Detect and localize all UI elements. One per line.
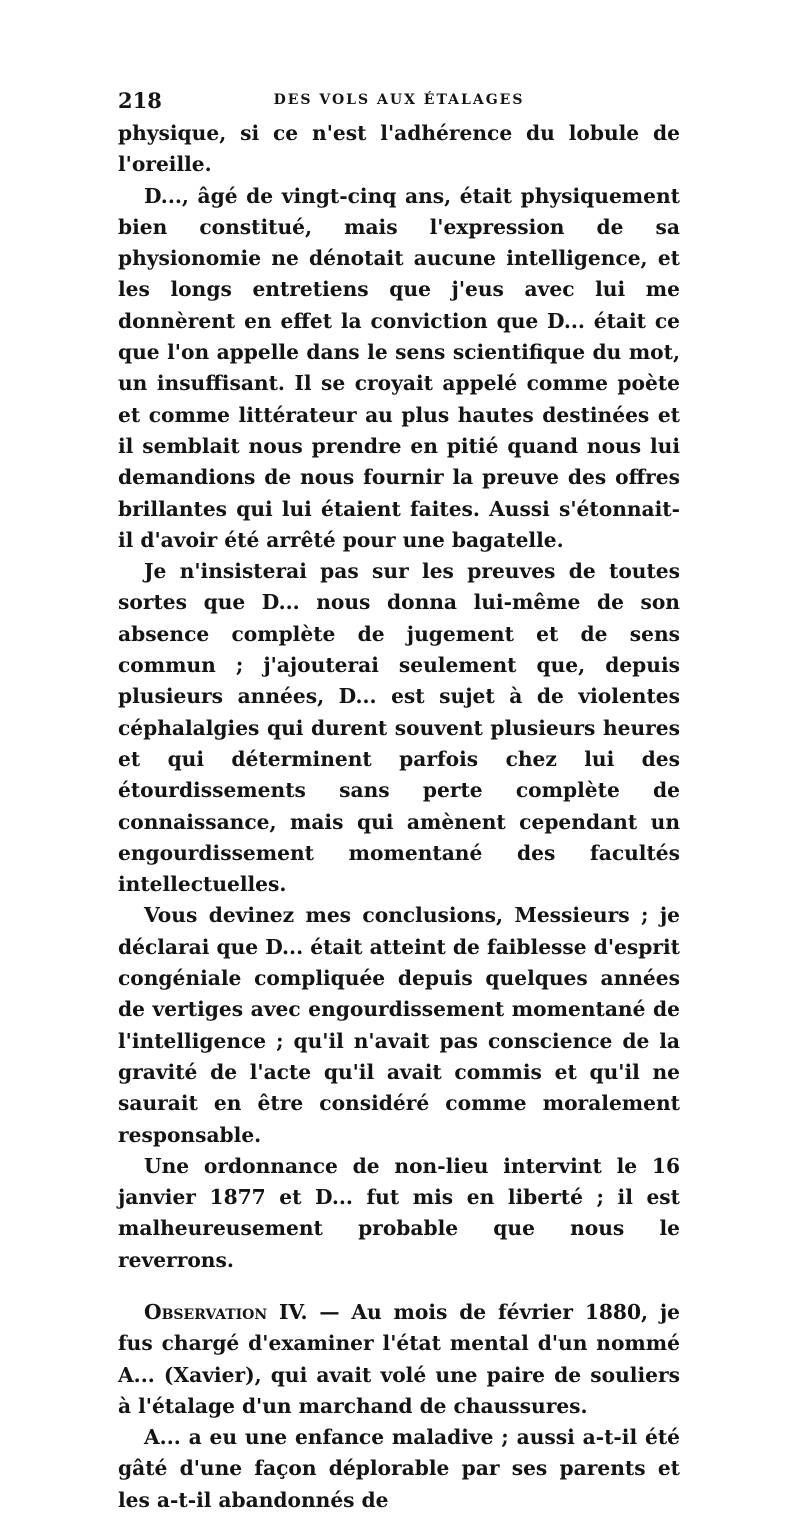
- observation-text: — Au mois de février 1880, je fus chargé d'examiner l'état mental d'un nommé A... (Xavier), qui avait volé une paire de souliers à l'étalage d'un marchand de chaussures.: [118, 1299, 680, 1418]
- paragraph-d-judgement: Je n'insisterai pas sur les preuves de toutes sortes que D... nous donna lui-même de son absence complète de jugement et de sens commun ; j'ajouterai seulement que, depuis plusieurs années, D... est sujet à de violentes céphalalgies qui durent souvent plusieurs heures et qui déterminent parfois chez lui des étourdissements sans perte complète de connaissance, mais qui amènent cependant un engourdissement momentané des facultés intellectuelles.: [118, 559, 680, 897]
- running-title: DES VOLS AUX ÉTALAGES: [273, 92, 525, 108]
- paragraph-d-description: D..., âgé de vingt-cinq ans, était physiquement bien constitué, mais l'expression de sa physionomie ne dénotait aucune intelligence, et les longs entretiens que j'eus avec lui me donnèrent en effet la conviction que D... était ce que l'on appelle dans le sens scientifique du mot, un insuffisant. Il se croyait appelé comme poète et comme littérateur au plus hautes destinées et il semblait nous prendre en pitié quand nous lui demandions de nous fournir la preuve des offres brillantes qui lui étaient faites. Aussi s'étonnait-il d'avoir été arrêté pour une bagatelle.: [118, 183, 680, 552]
- paragraph-conclusions: Vous devinez mes conclusions, Messieurs ; je déclarai que D... était atteint de faiblesse d'esprit congéniale compliquée depuis quelques années de vertiges avec engourdissement momentané de l'intelligence ; qu'il n'avait pas conscience de la gravité de l'acte qu'il avait commis et qu'il ne saurait en être considéré comme moralement responsable.: [118, 903, 680, 1147]
- paragraph-a-childhood: A... a eu une enfance maladive ; aussi a-t-il été gâté d'une façon déplorable par ses parents et les a-t-il abandonnés de: [118, 1425, 680, 1512]
- observation-label: Observation IV.: [144, 1299, 308, 1324]
- page-number: 218: [118, 88, 162, 113]
- paragraph-ordonnance: Une ordonnance de non-lieu intervint le 16 janvier 1877 et D... fut mis en liberté ; il est malheureusement probable que nous le reverrons.: [118, 1153, 680, 1272]
- paragraph-continuation: physique, si ce n'est l'adhérence du lobule de l'oreille.: [118, 121, 680, 177]
- body-text: [118, 118, 680, 1516]
- page-header: [118, 88, 680, 118]
- paragraph-observation-iv: [118, 1297, 680, 1422]
